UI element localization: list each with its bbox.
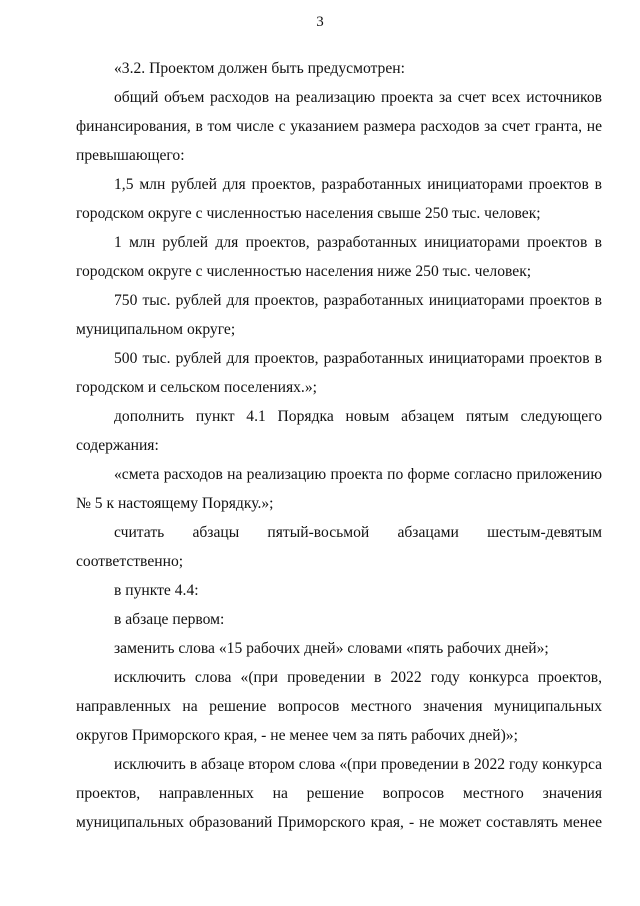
paragraph-14: исключить в абзаце втором слова «(при проведении в 2022 году конкурса проектов, направленных на решение вопросов местного значения муниципальных образований Приморского края, - не может составлять менее [76, 756, 602, 831]
page-number: 3 [316, 14, 324, 30]
paragraph-4: 1 млн рублей для проектов, разработанных инициаторами проектов в городском округе с численностью населения ниже 250 тыс. человек; [76, 234, 602, 280]
paragraph-12: заменить слова «15 рабочих дней» словами «пять рабочих дней»; [114, 640, 549, 657]
paragraph-10: в пункте 4.4: [114, 582, 199, 599]
paragraph-3: 1,5 млн рублей для проектов, разработанных инициаторами проектов в городском округе с численностью населения свыше 250 тыс. человек; [76, 176, 602, 222]
paragraph-7: дополнить пункт 4.1 Порядка новым абзацем пятым следующего содержания: [76, 408, 602, 454]
paragraph-13: исключить слова «(при проведении в 2022 году конкурса проектов, направленных на решение вопросов местного значения муниципальных округов Приморского края, - не менее чем за пять рабочих дней)»; [76, 669, 602, 744]
paragraph-6: 500 тыс. рублей для проектов, разработанных инициаторами проектов в городском и сельском поселениях.»; [76, 350, 602, 396]
paragraph-5: 750 тыс. рублей для проектов, разработанных инициаторами проектов в муниципальном округе; [76, 292, 602, 338]
paragraph-2: общий объем расходов на реализацию проекта за счет всех источников финансирования, в том числе с указанием размера расходов за счет гранта, не превышающего: [76, 89, 602, 164]
paragraph-1: «3.2. Проектом должен быть предусмотрен: [114, 60, 405, 77]
paragraph-11: в абзаце первом: [114, 611, 225, 628]
paragraph-8: «смета расходов на реализацию проекта по форме согласно приложению № 5 к настоящему Порядку.»; [76, 466, 602, 512]
paragraph-9: считать абзацы пятый-восьмой абзацами шестым-девятым соответственно; [76, 524, 602, 570]
document-body [76, 54, 602, 837]
